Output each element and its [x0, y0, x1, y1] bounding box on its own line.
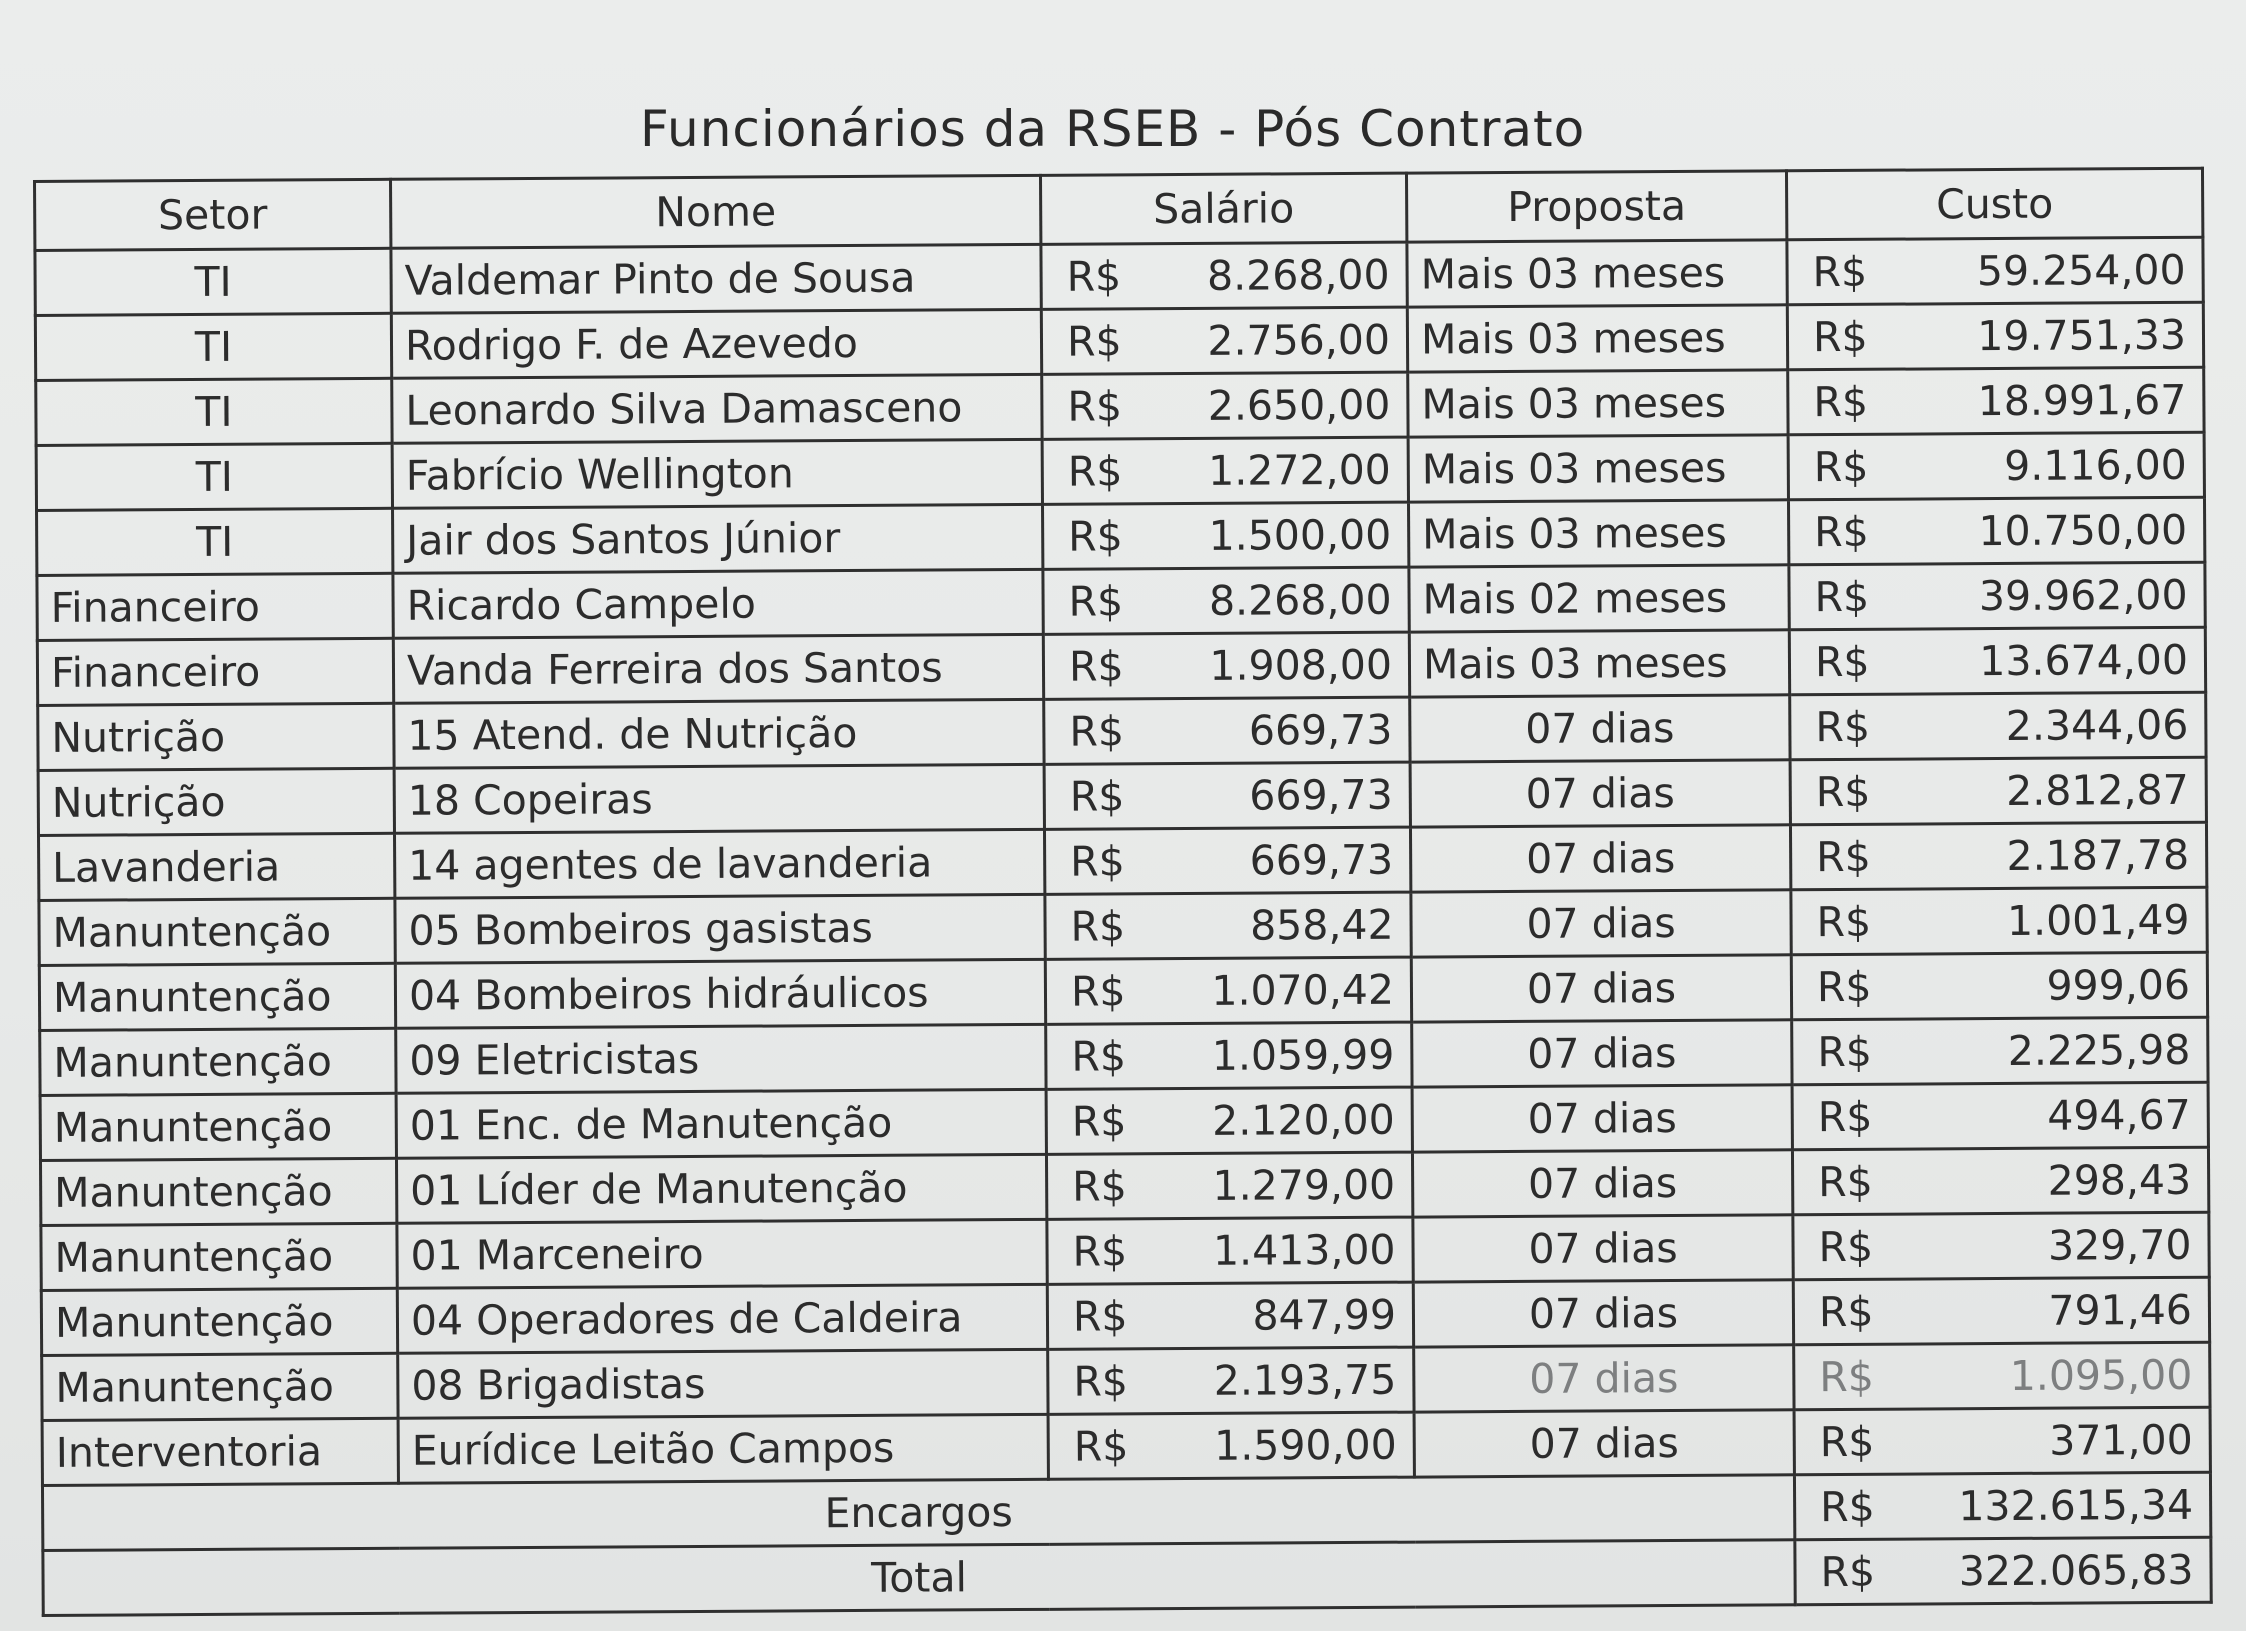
cell-salario: [1045, 957, 1411, 1024]
salario-value: 858,42: [1249, 900, 1394, 950]
currency-symbol: R$: [1816, 962, 1872, 1012]
cell-proposta: 07 dias: [1411, 890, 1791, 957]
cell-nome: 01 Enc. de Manutenção: [396, 1089, 1046, 1158]
cell-setor: Manuntenção: [39, 898, 395, 965]
cell-nome: 01 Líder de Manutenção: [396, 1154, 1046, 1223]
salario-value: 8.268,00: [1208, 575, 1392, 625]
cell-custo: [1792, 1147, 2208, 1215]
currency-symbol: R$: [1813, 377, 1869, 427]
salario-value: 669,73: [1249, 770, 1393, 820]
currency-symbol: R$: [1068, 577, 1124, 626]
salario-value: 1.279,00: [1212, 1160, 1396, 1210]
cell-custo: [1787, 237, 2203, 305]
cell-proposta: 07 dias: [1410, 825, 1790, 892]
cell-proposta: 07 dias: [1413, 1280, 1793, 1347]
cell-setor: Manuntenção: [40, 1158, 396, 1225]
salario-value: 1.272,00: [1208, 445, 1391, 495]
cell-custo: [1788, 367, 2204, 435]
cell-salario: [1044, 827, 1410, 894]
table-body: [35, 237, 2211, 1485]
cell-setor: TI: [37, 508, 393, 575]
cell-proposta: 07 dias: [1412, 1085, 1792, 1152]
currency-symbol: R$: [1819, 1417, 1875, 1467]
cell-proposta: Mais 03 meses: [1407, 240, 1787, 307]
cell-nome: 08 Brigadistas: [398, 1349, 1048, 1418]
cell-proposta: Mais 03 meses: [1409, 630, 1789, 697]
cell-custo: [1788, 432, 2204, 500]
cell-nome: Leonardo Silva Damasceno: [392, 374, 1042, 443]
cell-salario: [1041, 242, 1407, 309]
currency-symbol: R$: [1814, 507, 1869, 557]
cell-salario: [1047, 1217, 1413, 1284]
salario-value: 847,99: [1252, 1290, 1397, 1340]
cell-setor: Financeiro: [37, 573, 393, 640]
total-row: [43, 1537, 2211, 1615]
salario-value: 669,73: [1249, 835, 1394, 885]
salario-value: 1.590,00: [1214, 1420, 1397, 1470]
cell-custo: [1794, 1342, 2210, 1410]
salario-value: 2.756,00: [1207, 315, 1391, 365]
cell-salario: [1044, 697, 1410, 764]
custo-value: 999,06: [2046, 960, 2191, 1010]
salario-value: 1.908,00: [1209, 640, 1393, 690]
cell-nome: 05 Bombeiros gasistas: [395, 894, 1045, 963]
currency-symbol: R$: [1073, 1422, 1129, 1471]
document-title: Funcionários da RSEB - Pós Contrato: [640, 100, 1586, 158]
cell-proposta: 07 dias: [1411, 955, 1791, 1022]
salario-value: 2.120,00: [1212, 1095, 1395, 1145]
cell-nome: Fabrício Wellington: [392, 439, 1042, 508]
cell-salario: [1048, 1347, 1414, 1414]
currency-symbol: R$: [1069, 772, 1125, 821]
currency-symbol: R$: [1067, 382, 1123, 431]
cell-proposta: 07 dias: [1414, 1345, 1794, 1412]
cell-custo: [1790, 757, 2206, 825]
cell-custo: [1788, 497, 2204, 565]
cell-salario: [1044, 762, 1410, 829]
cell-setor: TI: [35, 313, 391, 380]
custo-value: 13.674,00: [1979, 635, 2189, 686]
custo-value: 39.962,00: [1978, 570, 2188, 621]
cell-setor: Manuntenção: [42, 1353, 398, 1420]
cell-salario: [1042, 372, 1408, 439]
custo-value: 791,46: [2048, 1285, 2193, 1335]
currency-symbol: R$: [1816, 897, 1872, 947]
cell-setor: Interventoria: [42, 1418, 398, 1485]
total-label: Total: [43, 1540, 1795, 1616]
custo-value: 9.116,00: [2004, 440, 2187, 490]
cell-custo: [1787, 302, 2203, 370]
salario-value: 1.500,00: [1208, 510, 1392, 560]
currency-symbol: R$: [1066, 317, 1122, 366]
salario-value: 1.070,42: [1211, 965, 1395, 1015]
custo-value: 329,70: [2047, 1220, 2192, 1270]
cell-custo: [1793, 1212, 2209, 1280]
currency-symbol: R$: [1069, 707, 1125, 756]
cell-setor: Manuntenção: [41, 1288, 397, 1355]
cell-nome: 15 Atend. de Nutrição: [394, 699, 1044, 768]
cell-nome: 04 Operadores de Caldeira: [397, 1284, 1047, 1353]
cell-salario: [1041, 307, 1407, 374]
currency-symbol: R$: [1068, 512, 1123, 561]
cell-nome: 18 Copeiras: [394, 764, 1044, 833]
cell-salario: [1043, 567, 1409, 634]
currency-symbol: R$: [1820, 1547, 1876, 1597]
cell-setor: Nutrição: [38, 703, 394, 770]
cell-custo: [1789, 627, 2205, 695]
cell-salario: [1043, 502, 1409, 569]
cell-custo: [1793, 1277, 2209, 1345]
cell-proposta: 07 dias: [1412, 1020, 1792, 1087]
currency-symbol: R$: [1070, 837, 1125, 886]
salario-value: 2.193,75: [1213, 1355, 1397, 1405]
custo-value: 2.225,98: [2007, 1025, 2191, 1075]
cell-proposta: Mais 03 meses: [1407, 305, 1787, 372]
cell-nome: Valdemar Pinto de Sousa: [391, 244, 1041, 313]
cell-setor: Lavanderia: [39, 833, 395, 900]
header-nome: Nome: [391, 175, 1041, 248]
currency-symbol: R$: [1067, 447, 1123, 496]
cell-custo: [1792, 1082, 2208, 1150]
cell-custo: [1790, 692, 2206, 760]
cell-setor: Manuntenção: [41, 1223, 397, 1290]
cell-setor: TI: [35, 248, 391, 315]
cell-proposta: 07 dias: [1414, 1410, 1794, 1477]
currency-symbol: R$: [1072, 1227, 1128, 1276]
encargos-value: 132.615,34: [1958, 1480, 2194, 1531]
cell-nome: Rodrigo F. de Azevedo: [391, 309, 1041, 378]
encargos-label: Encargos: [42, 1475, 1794, 1551]
cell-proposta: Mais 03 meses: [1408, 500, 1788, 567]
employees-table: [33, 167, 2213, 1617]
currency-symbol: R$: [1070, 967, 1126, 1016]
custo-value: 298,43: [2047, 1155, 2192, 1205]
salario-value: 1.059,99: [1211, 1030, 1395, 1080]
cell-salario: [1046, 1152, 1412, 1219]
cell-proposta: Mais 02 meses: [1409, 565, 1789, 632]
currency-symbol: R$: [1818, 1157, 1873, 1207]
currency-symbol: R$: [1818, 1222, 1874, 1272]
cell-salario: [1045, 892, 1411, 959]
cell-nome: Eurídice Leitão Campos: [398, 1414, 1048, 1483]
currency-symbol: R$: [1073, 1357, 1129, 1406]
currency-symbol: R$: [1068, 642, 1124, 691]
cell-proposta: 07 dias: [1413, 1215, 1793, 1282]
currency-symbol: R$: [1072, 1292, 1128, 1341]
currency-symbol: R$: [1818, 1287, 1874, 1337]
currency-symbol: R$: [1814, 572, 1870, 622]
cell-nome: Vanda Ferreira dos Santos: [393, 634, 1043, 703]
currency-symbol: R$: [1814, 637, 1870, 687]
header-row: [35, 168, 2203, 250]
header-proposta: Proposta: [1406, 171, 1786, 242]
cell-proposta: Mais 03 meses: [1408, 370, 1788, 437]
cell-custo: [1792, 1017, 2208, 1085]
cell-nome: Jair dos Santos Júnior: [393, 504, 1043, 573]
cell-setor: Manuntenção: [40, 1028, 396, 1095]
custo-value: 10.750,00: [1978, 505, 2188, 556]
custo-value: 18.991,67: [1977, 375, 2187, 426]
currency-symbol: R$: [1066, 252, 1122, 301]
currency-symbol: R$: [1819, 1352, 1875, 1402]
cell-nome: 01 Marceneiro: [397, 1219, 1047, 1288]
currency-symbol: R$: [1813, 442, 1869, 492]
salario-value: 1.413,00: [1212, 1225, 1396, 1275]
custo-value: 1.001,49: [2006, 895, 2190, 945]
currency-symbol: R$: [1816, 832, 1871, 882]
currency-symbol: R$: [1819, 1482, 1875, 1532]
salario-value: 8.268,00: [1206, 250, 1390, 300]
cell-nome: Ricardo Campelo: [393, 569, 1043, 638]
currency-symbol: R$: [1812, 312, 1868, 362]
currency-symbol: R$: [1072, 1162, 1127, 1211]
cell-setor: TI: [36, 443, 392, 510]
cell-setor: TI: [36, 378, 392, 445]
cell-custo: [1789, 562, 2205, 630]
cell-custo: [1790, 822, 2206, 890]
custo-value: 371,00: [2049, 1415, 2193, 1465]
header-setor: Setor: [35, 179, 391, 250]
cell-proposta: Mais 03 meses: [1408, 435, 1788, 502]
cell-proposta: 07 dias: [1412, 1150, 1792, 1217]
total-value: 322.065,83: [1958, 1545, 2194, 1596]
cell-custo: [1794, 1407, 2210, 1475]
cell-setor: Financeiro: [37, 638, 393, 705]
cell-setor: Manuntenção: [40, 1093, 396, 1160]
cell-salario: [1047, 1282, 1413, 1349]
custo-value: 59.254,00: [1976, 245, 2186, 296]
cell-setor: Manuntenção: [39, 963, 395, 1030]
cell-custo: [1791, 952, 2207, 1020]
custo-value: 2.344,06: [2005, 700, 2189, 750]
cell-salario: [1043, 632, 1409, 699]
custo-value: 494,67: [2047, 1090, 2191, 1140]
currency-symbol: R$: [1817, 1027, 1873, 1077]
currency-symbol: R$: [1071, 1032, 1127, 1081]
header-custo: Custo: [1786, 168, 2202, 240]
cell-salario: [1046, 1022, 1412, 1089]
cell-setor: Nutrição: [38, 768, 394, 835]
total-custo: [1795, 1537, 2211, 1605]
custo-value: 1.095,00: [2009, 1350, 2193, 1400]
currency-symbol: R$: [1071, 1097, 1127, 1146]
cell-proposta: 07 dias: [1410, 695, 1790, 762]
currency-symbol: R$: [1815, 767, 1871, 817]
cell-salario: [1042, 437, 1408, 504]
currency-symbol: R$: [1817, 1092, 1873, 1142]
currency-symbol: R$: [1815, 702, 1871, 752]
salario-value: 2.650,00: [1207, 380, 1391, 430]
cell-nome: 04 Bombeiros hidráulicos: [395, 959, 1045, 1028]
cell-salario: [1046, 1087, 1412, 1154]
encargos-custo: [1794, 1472, 2210, 1540]
cell-nome: 09 Eletricistas: [396, 1024, 1046, 1093]
currency-symbol: R$: [1070, 902, 1126, 951]
cell-custo: [1791, 887, 2207, 955]
cell-salario: [1048, 1412, 1414, 1479]
custo-value: 2.812,87: [2006, 765, 2189, 815]
currency-symbol: R$: [1812, 247, 1868, 297]
custo-value: 19.751,33: [1977, 310, 2187, 361]
header-salario: Salário: [1040, 173, 1406, 244]
salario-value: 669,73: [1248, 705, 1393, 755]
custo-value: 2.187,78: [2006, 830, 2190, 880]
cell-nome: 14 agentes de lavanderia: [394, 829, 1044, 898]
cell-proposta: 07 dias: [1410, 760, 1790, 827]
